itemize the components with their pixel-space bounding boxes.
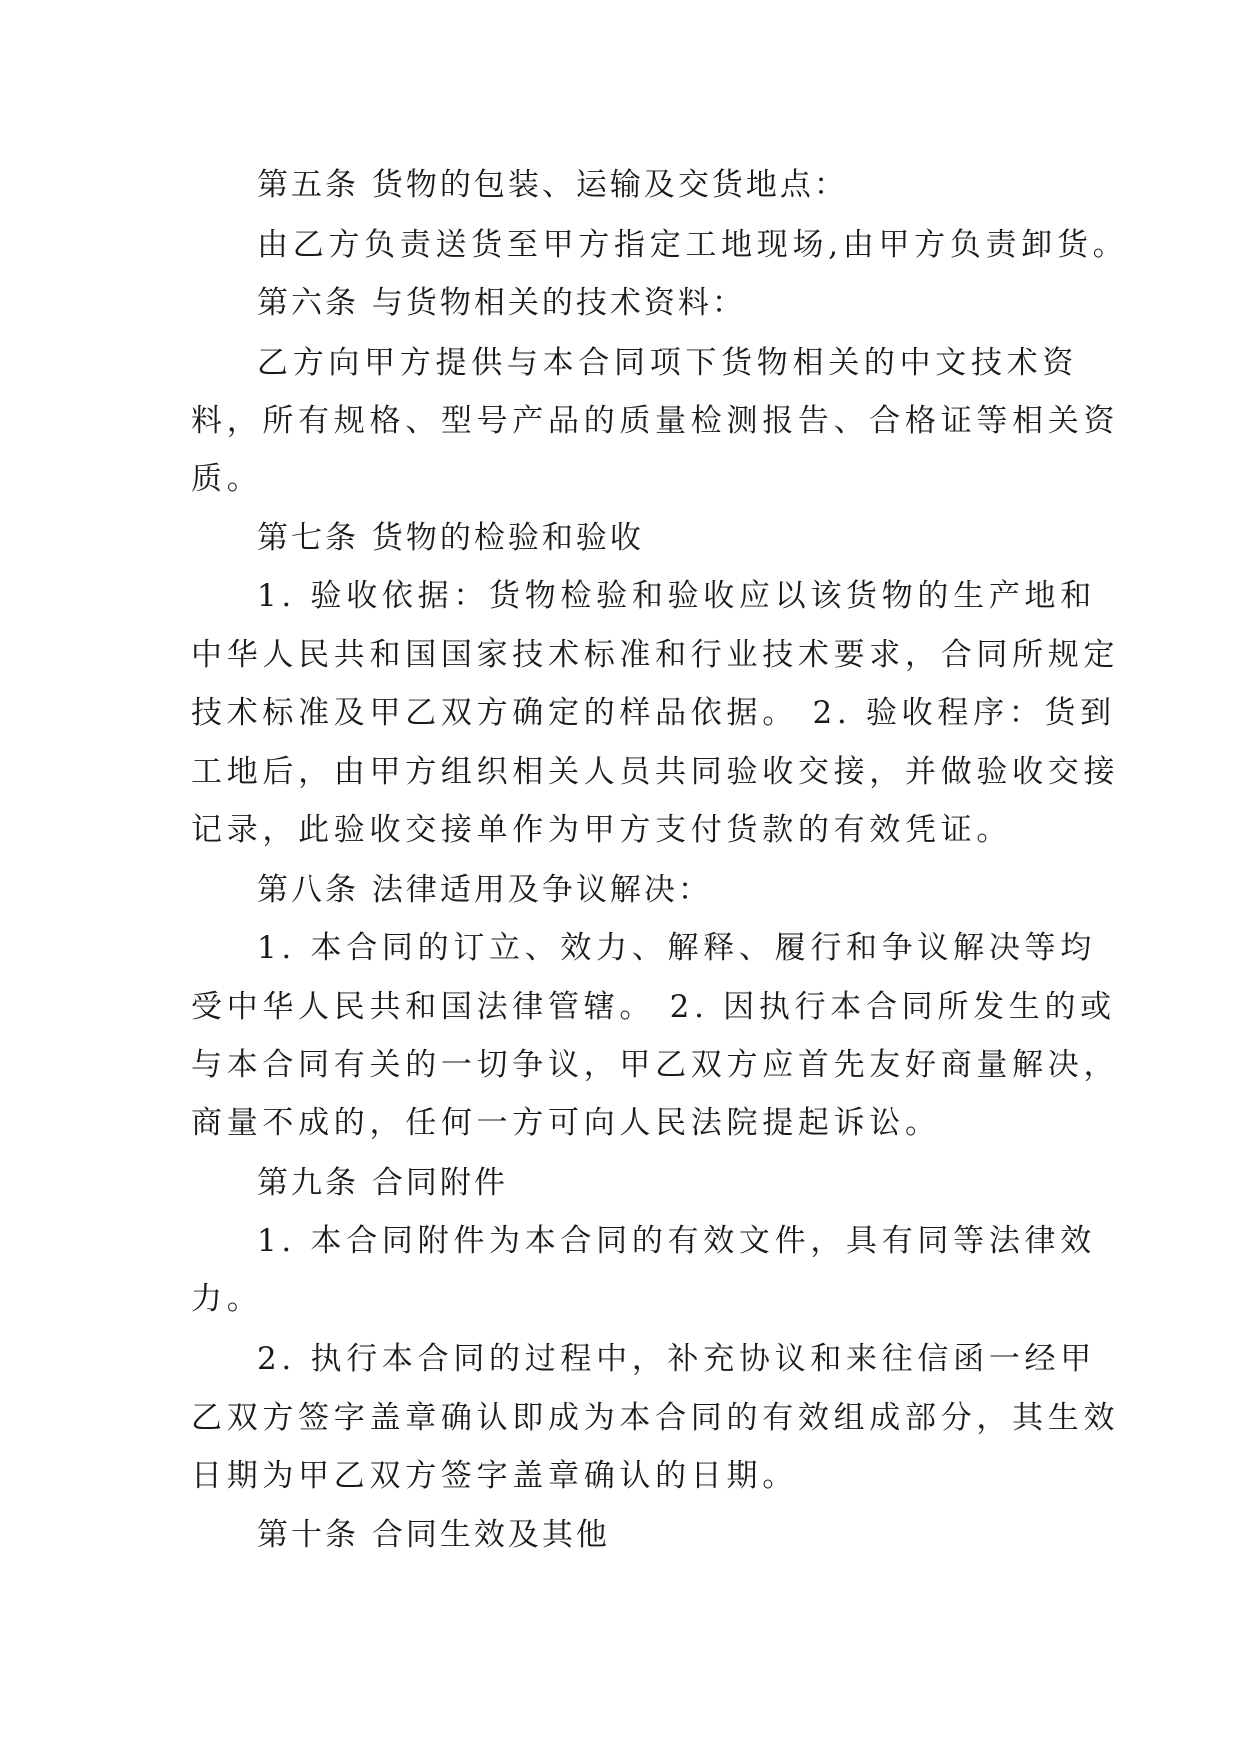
article-8-text-line-1: 1. 本合同的订立、效力、解释、履行和争议解决等均 [257,930,1096,966]
article-9-heading: 第九条 合同附件 [257,1165,508,1201]
article-8-text-line-4: 商量不成的，任何一方可向人民法院提起诉讼。 [191,1105,941,1141]
article-7-text-line-3: 技术标准及甲乙双方确定的样品依据。 2. 验收程序：货到 [191,695,1116,731]
article-7-heading: 第七条 货物的检验和验收 [257,520,644,556]
article-5-heading: 第五条 货物的包装、运输及交货地点： [257,167,848,203]
article-9-item-2-line-3: 日期为甲乙双方签字盖章确认的日期。 [191,1458,798,1494]
article-5-text: 由乙方负责送货至甲方指定工地现场,由甲方负责卸货。 [257,227,1129,263]
article-6-text-line-3: 质。 [191,461,263,497]
article-7-text-line-2: 中华人民共和国国家技术标准和行业技术要求，合同所规定 [191,637,1120,673]
article-8-text-line-3: 与本合同有关的一切争议，甲乙双方应首先友好商量解决， [191,1047,1120,1083]
article-7-text-line-4: 工地后，由甲方组织相关人员共同验收交接，并做验收交接 [191,754,1120,790]
article-7-text-line-5: 记录，此验收交接单作为甲方支付货款的有效凭证。 [191,812,1013,848]
article-8-text-line-2: 受中华人民共和国法律管辖。 2. 因执行本合同所发生的或 [191,989,1116,1025]
article-9-item-1-line-2: 力。 [191,1281,263,1317]
article-8-heading: 第八条 法律适用及争议解决： [257,872,712,908]
article-9-item-2-line-2: 乙双方签字盖章确认即成为本合同的有效组成部分，其生效 [191,1400,1120,1436]
article-6-text-line-1: 乙方向甲方提供与本合同项下货物相关的中文技术资 [257,345,1079,381]
article-10-heading: 第十条 合同生效及其他 [257,1517,610,1553]
article-9-item-2-line-1: 2. 执行本合同的过程中，补充协议和来往信函一经甲 [257,1341,1096,1377]
article-6-text-line-2: 料，所有规格、型号产品的质量检测报告、合格证等相关资 [191,403,1120,439]
article-6-heading: 第六条 与货物相关的技术资料： [257,285,746,321]
article-9-item-1-line-1: 1. 本合同附件为本合同的有效文件，具有同等法律效 [257,1223,1096,1259]
article-7-text-line-1: 1. 验收依据：货物检验和验收应以该货物的生产地和 [257,578,1096,614]
